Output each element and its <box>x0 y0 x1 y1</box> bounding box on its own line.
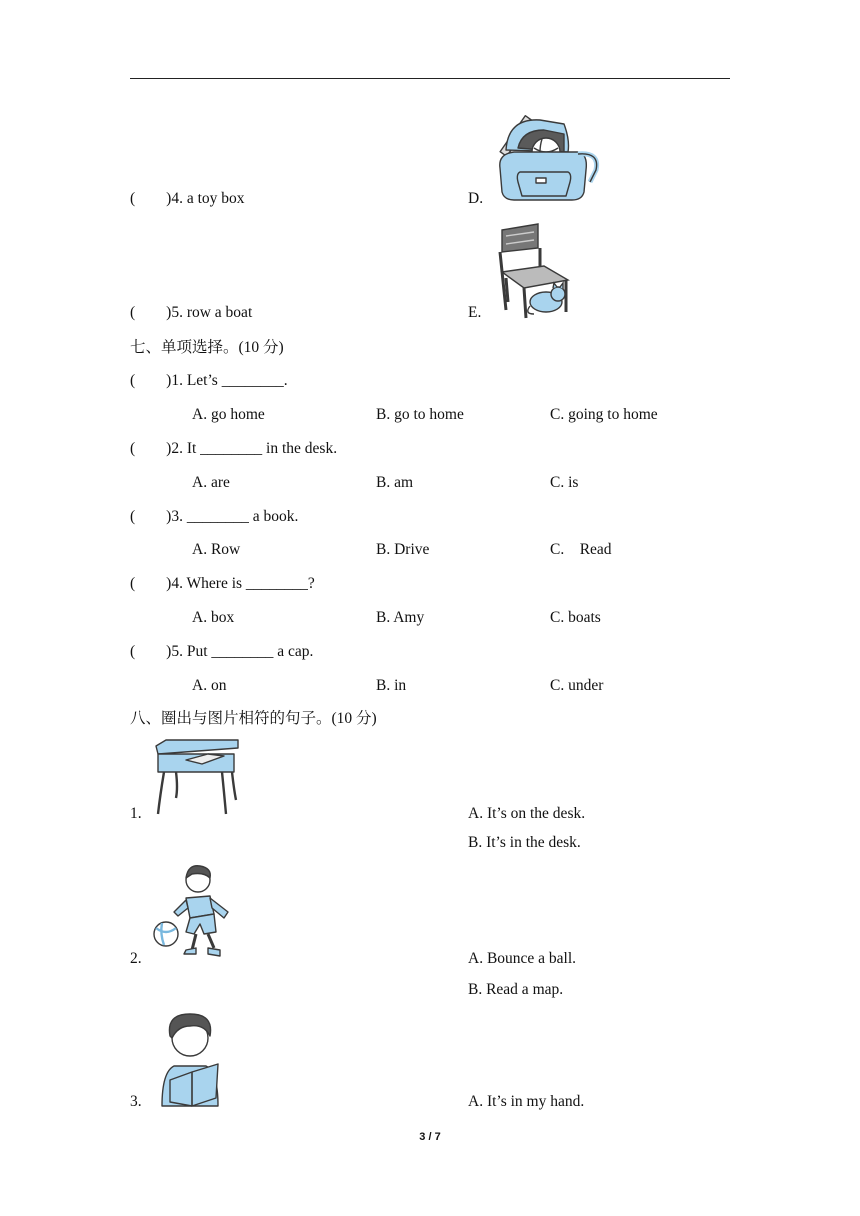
s8-item-2-option-b: B. Read a map. <box>468 981 564 998</box>
q7-5-option-c: C. under <box>550 677 604 694</box>
q7-5-option-b: B. in <box>376 677 407 694</box>
q7-5-option-a: A. on <box>192 677 227 694</box>
boy-reading-book-icon <box>156 1010 226 1110</box>
s8-item-1-option-b: B. It’s in the desk. <box>468 834 581 851</box>
q7-1-stem: ( )1. Let’s ________. <box>130 372 288 389</box>
match-letter-e: E. <box>468 304 482 321</box>
s8-item-1-number: 1. <box>130 805 142 822</box>
q7-3-option-b: B. Drive <box>376 541 430 558</box>
s8-item-1-option-a: A. It’s on the desk. <box>468 805 586 822</box>
q7-3-stem: ( )3. ________ a book. <box>130 508 299 525</box>
q7-1-option-b: B. go to home <box>376 406 464 423</box>
section7-heading: 七、单项选择。(10 分) <box>130 339 284 356</box>
header-rule <box>130 78 730 79</box>
q7-2-option-c: C. is <box>550 474 579 491</box>
q7-4-option-b: B. Amy <box>376 609 425 626</box>
match-letter-d: D. <box>468 190 484 207</box>
q7-4-stem: ( )4. Where is ________? <box>130 575 315 592</box>
page-number: 3 / 7 <box>419 1131 441 1143</box>
chair-with-cat-icon <box>496 222 576 320</box>
q7-4-option-a: A. box <box>192 609 235 626</box>
s8-item-3-option-a: A. It’s in my hand. <box>468 1093 585 1110</box>
s8-item-3-number: 3. <box>130 1093 142 1110</box>
s8-item-2-option-a: A. Bounce a ball. <box>468 950 577 967</box>
q7-4-option-c: C. boats <box>550 609 601 626</box>
q7-1-option-c: C. going to home <box>550 406 658 423</box>
q7-2-stem: ( )2. It ________ in the desk. <box>130 440 338 457</box>
q7-3-option-a: A. Row <box>192 541 241 558</box>
match-item-5: ( )5. row a boat <box>130 304 253 321</box>
s8-item-2-number: 2. <box>130 950 142 967</box>
section8-heading: 八、圈出与图片相符的句子。(10 分) <box>130 710 377 727</box>
q7-2-option-a: A. are <box>192 474 230 491</box>
q7-1-option-a: A. go home <box>192 406 265 423</box>
desk-with-book-icon <box>152 738 242 818</box>
boy-bouncing-ball-icon <box>152 862 244 962</box>
schoolbag-icon <box>492 112 602 204</box>
q7-2-option-b: B. am <box>376 474 414 491</box>
match-item-4: ( )4. a toy box <box>130 190 245 207</box>
q7-5-stem: ( )5. Put ________ a cap. <box>130 643 314 660</box>
q7-3-option-c: C. Read <box>550 541 612 558</box>
